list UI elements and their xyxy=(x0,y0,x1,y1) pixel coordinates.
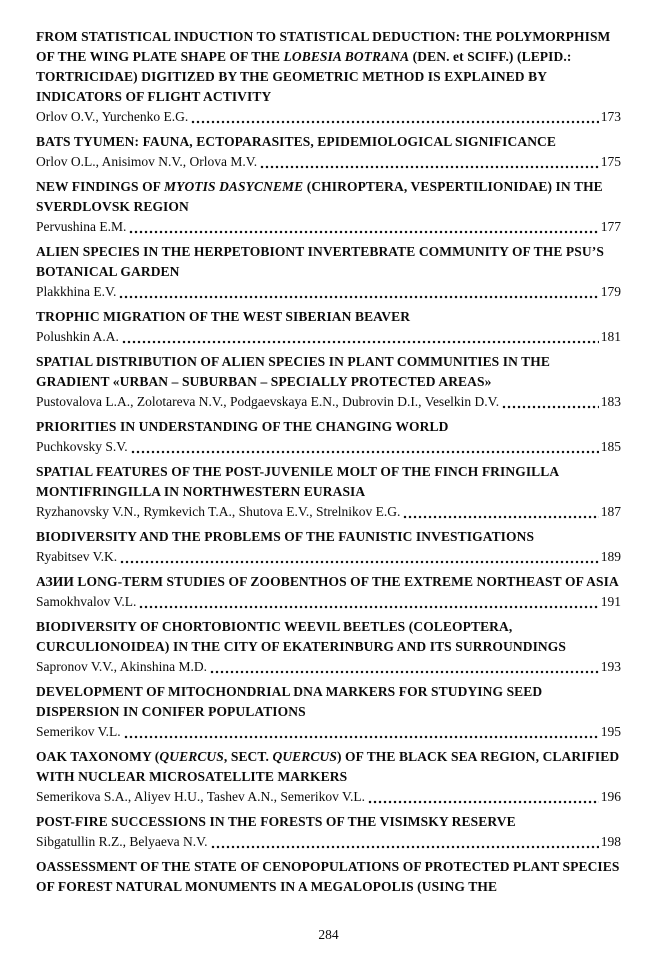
title-segment-italic: LOBESIA BOTRANA xyxy=(283,49,410,64)
entry-page-number: 183 xyxy=(600,394,621,409)
dotted-leader xyxy=(122,327,599,347)
title-segment: (DEN. et SCIFF.) (LEPID.: TORTRICIDAE) DIGITIZED BY THE GEOMETRIC METHOD IS EXPLAINED BY INDICATORS OF FLIGHT ACTIVITY xyxy=(36,49,572,104)
dotted-leader xyxy=(502,392,599,412)
dotted-leader xyxy=(403,502,598,522)
toc-entry xyxy=(36,352,621,412)
entry-page-number: 185 xyxy=(600,439,621,454)
entry-authors-row xyxy=(36,282,621,302)
title-segment: PRIORITIES IN UNDERSTANDING OF THE CHANGING WORLD xyxy=(36,419,449,434)
entry-page-number: 177 xyxy=(600,219,621,234)
entry-authors-row xyxy=(36,437,621,457)
dotted-leader xyxy=(131,437,599,457)
title-segment: (CHIROPTERA, VESPERTILIONIDAE) IN THE SVERDLOVSK REGION xyxy=(36,179,603,214)
page-number: 284 xyxy=(318,927,339,942)
toc-entry xyxy=(36,747,621,807)
entry-authors: Pervushina E.M. xyxy=(36,219,127,234)
toc-entry xyxy=(36,462,621,522)
title-segment: АЗИИ LONG-TERM STUDIES OF ZOOBENTHOS OF THE EXTREME NORTHEAST OF ASIA xyxy=(36,574,619,589)
dotted-leader xyxy=(119,282,598,302)
entry-authors-row xyxy=(36,327,621,347)
dotted-leader xyxy=(191,107,599,127)
entry-page-number: 195 xyxy=(600,724,621,739)
title-segment: TROPHIC MIGRATION OF THE WEST SIBERIAN BEAVER xyxy=(36,309,411,324)
entry-page-number: 189 xyxy=(600,549,621,564)
entry-authors: Semerikova S.A., Aliyev H.U., Tashev A.N., Semerikov V.L. xyxy=(36,789,366,804)
entry-authors: Samokhvalov V.L. xyxy=(36,594,137,609)
entry-page-number: 173 xyxy=(600,109,621,124)
entry-authors-row xyxy=(36,107,621,127)
title-segment: SPATIAL DISTRIBUTION OF ALIEN SPECIES IN PLANT COMMUNITIES IN THE GRADIENT «URBAN – SUBURBAN – SPECIALLY PROTECTED AREAS» xyxy=(36,354,550,389)
toc-entry xyxy=(36,27,621,127)
title-segment: OAK TAXONOMY ( xyxy=(36,749,160,764)
title-segment-italic: QUERCUS xyxy=(272,749,337,764)
entry-title xyxy=(36,307,621,327)
toc-entry xyxy=(36,132,621,172)
entry-authors-row xyxy=(36,392,621,412)
entry-authors: Plakkhina E.V. xyxy=(36,284,117,299)
title-segment: ALIEN SPECIES IN THE HERPETOBIONT INVERTEBRATE COMMUNITY OF THE PSU’S BOTANICAL GARDEN xyxy=(36,244,604,279)
entry-page-number: 179 xyxy=(600,284,621,299)
entry-title xyxy=(36,132,621,152)
entry-title xyxy=(36,682,621,722)
toc-entry xyxy=(36,617,621,677)
entry-authors: Polushkin A.A. xyxy=(36,329,119,344)
entry-authors-row xyxy=(36,787,621,807)
entry-authors: Orlov O.L., Anisimov N.V., Orlova M.V. xyxy=(36,154,258,169)
title-segment: , SECT. xyxy=(223,749,273,764)
entry-page-number: 198 xyxy=(600,834,621,849)
entry-authors: Puchkovsky S.V. xyxy=(36,439,128,454)
title-segment: FROM STATISTICAL INDUCTION TO STATISTICAL DEDUCTION: THE POLYMORPHISM OF THE WING PLATE SHAPE OF THE xyxy=(36,29,611,64)
entry-authors-row xyxy=(36,592,621,612)
title-segment: NEW FINDINGS OF xyxy=(36,179,164,194)
entry-authors: Ryzhanovsky V.N., Rymkevich T.A., Shutova E.V., Strelnikov E.G. xyxy=(36,504,401,519)
entry-authors-row xyxy=(36,547,621,567)
title-segment: DEVELOPMENT OF MITOCHONDRIAL DNA MARKERS FOR STUDYING SEED DISPERSION IN CONIFER POPULATIONS xyxy=(36,684,543,719)
dotted-leader xyxy=(124,722,599,742)
entry-authors-row xyxy=(36,217,621,237)
entry-title xyxy=(36,242,621,282)
title-segment-italic: QUERCUS xyxy=(159,749,224,764)
toc-entry xyxy=(36,572,621,612)
dotted-leader xyxy=(368,787,599,807)
toc-entry xyxy=(36,527,621,567)
entry-authors: Sapronov V.V., Akinshina M.D. xyxy=(36,659,208,674)
title-segment: BIODIVERSITY OF CHORTOBIONTIC WEEVIL BEETLES (COLEOPTERA, CURCULIONOIDEA) IN THE CITY OF EKATERINBURG AND ITS SURROUNDINGS xyxy=(36,619,566,654)
entry-title xyxy=(36,812,621,832)
entry-title xyxy=(36,572,621,592)
dotted-leader xyxy=(260,152,599,172)
entry-title xyxy=(36,747,621,787)
toc-entry xyxy=(36,857,621,897)
toc-entry xyxy=(36,682,621,742)
entry-title xyxy=(36,617,621,657)
toc-entry xyxy=(36,417,621,457)
toc-entry xyxy=(36,812,621,852)
entry-page-number: 181 xyxy=(600,329,621,344)
entry-authors: Semerikov V.L. xyxy=(36,724,121,739)
entry-authors: Ryabitsev V.K. xyxy=(36,549,118,564)
entry-authors-row xyxy=(36,722,621,742)
title-segment: POST-FIRE SUCCESSIONS IN THE FORESTS OF THE VISIMSKY RESERVE xyxy=(36,814,516,829)
entry-authors: Sibgatullin R.Z., Belyaeva N.V. xyxy=(36,834,208,849)
entry-authors-row xyxy=(36,152,621,172)
title-segment: ) OF THE BLACK SEA REGION, CLARIFIED WITH NUCLEAR MICROSATELLITE MARKERS xyxy=(36,749,620,784)
entry-authors-row xyxy=(36,502,621,522)
entry-page-number: 175 xyxy=(600,154,621,169)
entry-page-number: 187 xyxy=(600,504,621,519)
title-segment: SPATIAL FEATURES OF THE POST-JUVENILE MOLT OF THE FINCH FRINGILLA MONTIFRINGILLA IN NORTHWESTERN EURASIA xyxy=(36,464,559,499)
dotted-leader xyxy=(139,592,598,612)
toc-entry xyxy=(36,242,621,302)
entry-title xyxy=(36,857,621,897)
title-segment-italic: MYOTIS DASYCNEME xyxy=(164,179,304,194)
dotted-leader xyxy=(211,832,599,852)
entry-authors-row xyxy=(36,832,621,852)
entry-title xyxy=(36,462,621,502)
entry-title xyxy=(36,527,621,547)
entry-authors-row xyxy=(36,657,621,677)
entry-title xyxy=(36,417,621,437)
entry-page-number: 191 xyxy=(600,594,621,609)
toc-list xyxy=(36,27,621,924)
entry-authors: Orlov O.V., Yurchenko E.G. xyxy=(36,109,189,124)
title-segment: OASSESSMENT OF THE STATE OF CENOPOPULATIONS OF PROTECTED PLANT SPECIES OF FOREST NATURAL MONUMENTS IN A MEGALOPOLIS (USING THE xyxy=(36,859,620,894)
toc-entry xyxy=(36,177,621,237)
title-segment: BATS TYUMEN: FAUNA, ECTOPARASITES, EPIDEMIOLOGICAL SIGNIFICANCE xyxy=(36,134,557,149)
entry-authors: Pustovalova L.A., Zolotareva N.V., Podgaevskaya E.N., Dubrovin D.I., Veselkin D.V. xyxy=(36,394,500,409)
entry-title xyxy=(36,352,621,392)
title-segment: BIODIVERSITY AND THE PROBLEMS OF THE FAUNISTIC INVESTIGATIONS xyxy=(36,529,535,544)
entry-title xyxy=(36,177,621,217)
entry-page-number: 193 xyxy=(600,659,621,674)
toc-entry xyxy=(36,307,621,347)
entry-title xyxy=(36,27,621,107)
dotted-leader xyxy=(129,217,598,237)
entry-page-number: 196 xyxy=(600,789,621,804)
dotted-leader xyxy=(120,547,599,567)
dotted-leader xyxy=(210,657,599,677)
